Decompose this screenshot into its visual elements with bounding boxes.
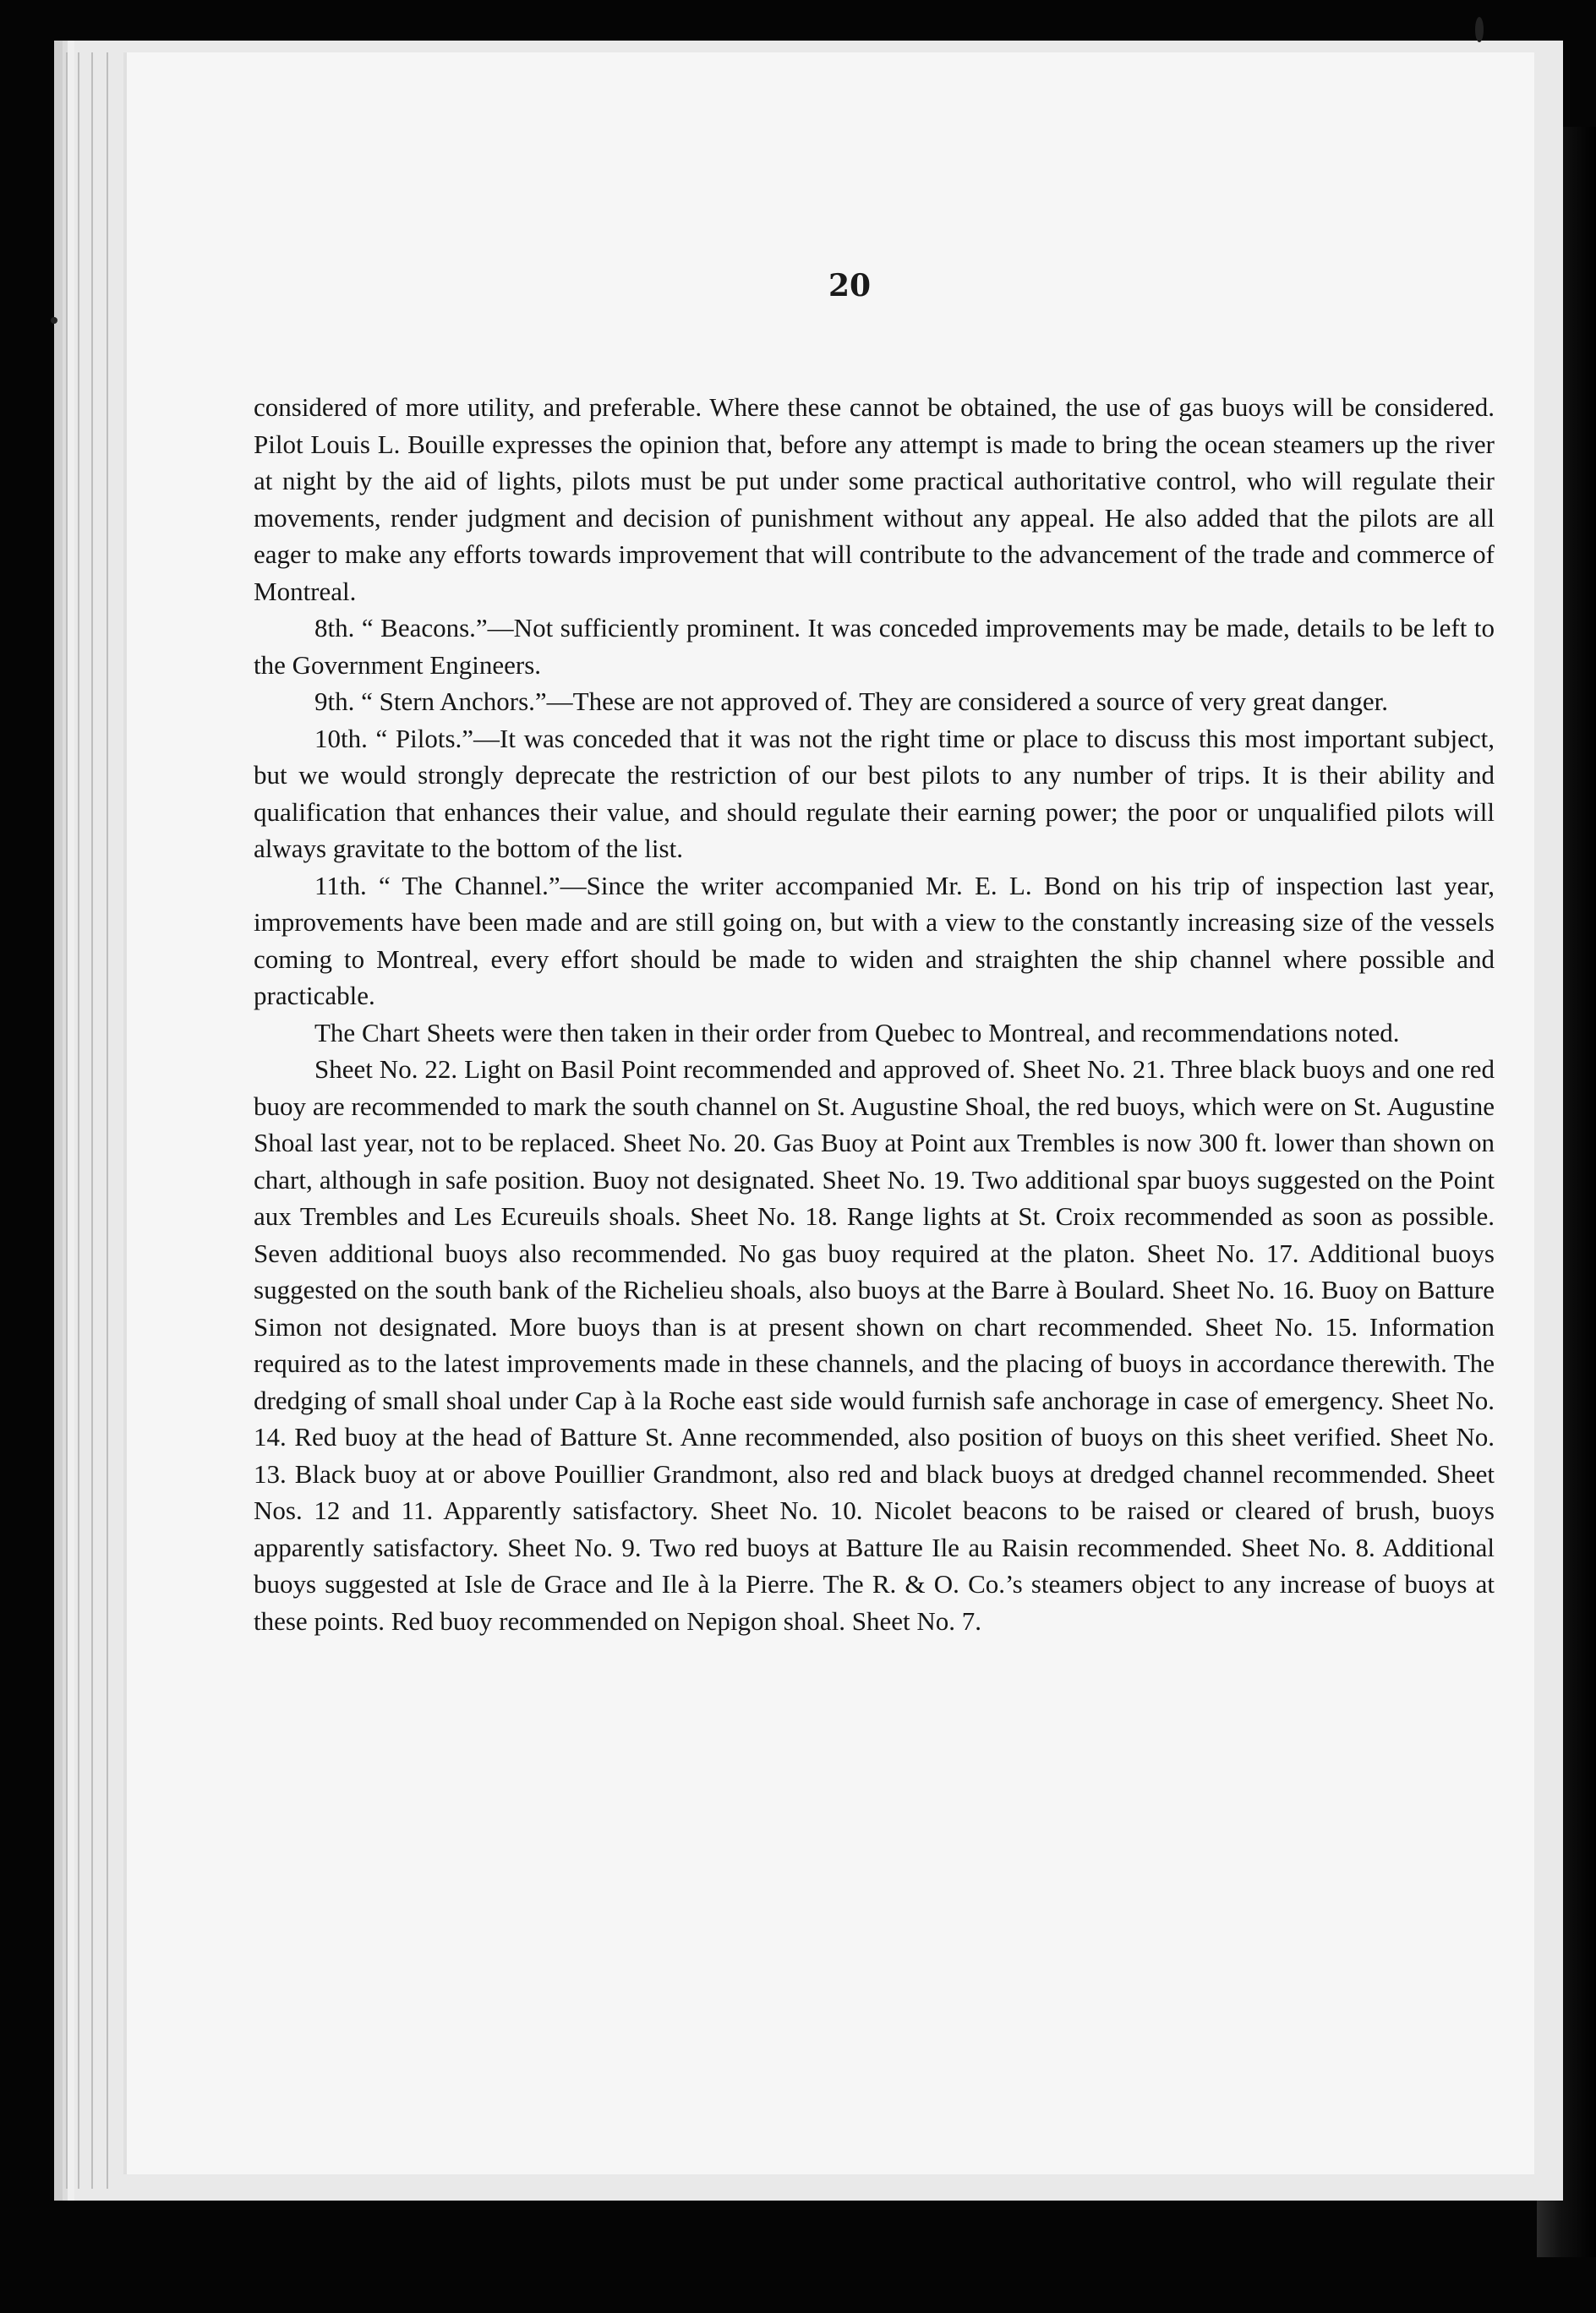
book-page [127, 52, 1534, 2174]
paragraph-sheet-recommendations: Sheet No. 22. Light on Basil Point recommended and approved of. Sheet No. 21. Three black buoys and one red buoy are recommended to mark the south channel on St. Augustine Shoal, the red buoys, which were on St. Augustine Shoal last year, not to be replaced. Sheet No. 20. Gas Buoy at Point aux Trembles is now 300 ft. lower than shown on chart, although in safe position. Buoy not designated. Sheet No. 19. Two additional spar buoys suggested on the Point aux Trembles and Les Ecureuils shoals. Sheet No. 18. Range lights at St. Croix recommended as soon as possible. Seven additional buoys also recommended. No gas buoy required at the platon. Sheet No. 17. Additional buoys suggested on the south bank of the Richelieu shoals, also buoys at the Barre à Boulard. Sheet No. 16. Buoy on Batture Simon not designated. More buoys than is at present shown on chart recommended. Sheet No. 15. Information required as to the latest improvements made in these channels, and the placing of buoys in accordance therewith. The dredging of small shoal under Cap à la Roche east side would furnish safe anchorage in case of emergency. Sheet No. 14. Red buoy at the head of Batture St. Anne recommended, also position of buoys on this sheet verified. Sheet No. 13. Black buoy at or above Pouillier Grandmont, also red and black buoys at dredged channel recommended. Sheet Nos. 12 and 11. Apparently satisfactory. Sheet No. 10. Nicolet beacons to be raised or cleared of brush, buoys apparently satisfactory. Sheet No. 9. Two red buoys at Batture Ile au Raisin recommended. Sheet No. 8. Additional buoys suggested at Isle de Grace and Ile à la Pierre. The R. & O. Co.’s steamers object to any increase of buoys at these points. Red buoy recommended on Nepigon shoal. Sheet No. 7. [254, 1054, 1495, 1636]
page-edge-line [66, 52, 68, 2189]
page-edge-line [91, 52, 93, 2189]
page-edge-line [78, 52, 79, 2189]
paragraph-pilots: 10th. “ Pilots.”—It was conceded that it was not the right time or place to discuss this most important subject, but we would strongly deprecate the restriction of our best pilots to any number of trips. It is their ability and qualification that enhances their value, and should regulate their earning power; the poor or unqualified pilots will always gravitate to the bottom of the list. [254, 723, 1495, 863]
paragraph-channel: 11th. “ The Channel.”—Since the writer accompanied Mr. E. L. Bond on his trip of inspection last year, improvements have been made and are still going on, but with a view to the constantly increasing size of the vessels coming to Montreal, every effort should be made to widen and straighten the ship channel where possible and practicable. [254, 870, 1495, 1010]
paragraph-beacons: 8th. “ Beacons.”—Not sufficiently prominent. It was conceded improvements may be made, details to be left to the Government Engineers. [254, 613, 1495, 680]
paragraph-continued: considered of more utility, and preferable. Where these cannot be obtained, the use of gas buoys will be considered. Pilot Louis L. Bouille expresses the opinion that, before any attempt is made to bring the ocean steamers up the river at night by the aid of lights, pilots must be put under some practical authoritative control, who will regulate their movements, render judgment and decision of punishment without any appeal. He also added that the pilots are all eager to make any efforts towards improvement that will contribute to the advancement of the trade and commerce of Montreal. [254, 392, 1495, 606]
paragraph-stern-anchors: 9th. “ Stern Anchors.”—These are not approved of. They are considered a source of very great danger. [314, 686, 1388, 716]
scan-speck [1475, 17, 1484, 42]
page-edge-line [107, 52, 108, 2189]
scan-speck [51, 317, 57, 324]
body-text [254, 389, 1495, 1639]
paragraph-chart-sheets: The Chart Sheets were then taken in their order from Quebec to Montreal, and recommendations noted. [314, 1017, 1400, 1047]
page-number: 20 [828, 268, 872, 303]
